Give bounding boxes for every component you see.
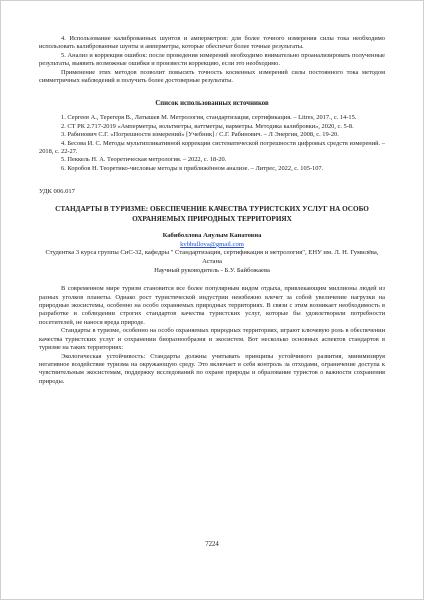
intro-paragraph-1: 4. Использование калиброванных шунтов и амперметров: для более точного измерения силы тока необходимо использовать калиброванные шунты и амперметры, которые обеспечат более точные результаты.: [39, 35, 385, 51]
udk-code: УДК 006.017: [39, 188, 75, 196]
body-paragraph-2: Стандарты в туризме, особенно на особо охраняемых природных территориях, играют ключевую роль в обеспечении качества туристских услуг и сохранении биоразнообразия и экосистем. Вот несколько основных аспектов стандартов в туризме на таких территориях:: [39, 327, 385, 352]
reference-item-1: 1. Сергеев А., Терегеря В., Латышев М. Метрология, стандартизация, сертификация. – Litres, 2017., с. 14-15.: [61, 114, 357, 122]
reference-item-4: 4. Бесова И. С. Методы мультипликативной коррекции систематической погрешности цифровых средств измерений. – 2018, с. 22-27.: [39, 139, 385, 156]
article-title: СТАНДАРТЫ В ТУРИЗМЕ: ОБЕСПЕЧЕНИЕ КАЧЕСТВА ТУРИСТСКИХ УСЛУГ НА ОСОБО ОХРАНЯЕМЫХ ПРИРОДНЫХ ТЕРРИТОРИЯХ: [55, 205, 369, 224]
supervisor: Научный руководитель - Б.У. Байбожаева: [154, 266, 270, 274]
reference-item-2: 2. СТ РК 2.717-2019 «Амперметры, вольтметры, ваттметры, варметры. Методика калибровки», 2020, с. 5-8.: [61, 122, 354, 130]
reference-item-3: 3. Рабинович С.Г. «Погрешности измерений» [Учебник] / С.Г. Рабинович. – Л Энергия, 2008, с. 19-20.: [61, 131, 339, 139]
body-paragraph-1: В современном мире туризм становится все более популярным видом отдыха, привлекающим миллионы людей из разных уголков планеты. Однако рост туристической индустрии неизбежно влечет за собой увеличение нагрузки на природные экосистемы, особенно на особо охраняемых природных территориях. В связи с этим возникает необходимость в разработке и соблюдении строгих стандартов качества туристских услуг, которые бы удовлетворяли потребности посетителей, не нанося вреда природе.: [39, 285, 385, 326]
author-affiliation: Студентка 3 курса группы СиС-32, кафедры " Стандартизация, сертификация и метрология", ЕНУ им. Л. Н. Гумилёва, Астана: [45, 249, 379, 266]
author-name: Кабиболлова Аяулым Канатовна: [162, 232, 262, 240]
reference-item-5: 5. Пеккель Н. А. Теоретическая метрология. – 2022, с. 18-20.: [61, 156, 227, 164]
author-email-link[interactable]: kvbbullova@gmail.com: [180, 240, 244, 248]
intro-paragraph-2: 5. Анализ и коррекция ошибок: после проведения измерений необходимо внимательно проанализировать полученные результаты, выявить возможные ошибки и произвести коррекцию, если это необходимо.: [39, 51, 385, 68]
references-heading: Список использованных источников: [155, 100, 269, 108]
reference-item-6: 6. Коробов Н. Теоретико-числовые методы в приближённом анализе. – Литрес, 2022, с. 105-107.: [61, 164, 324, 172]
page-number: 7224: [205, 541, 219, 548]
intro-paragraph-3: Применение этих методов позволит повысить точность косвенных измерений силы постоянного тока методом симметричных наблюдений и получить более достоверные результаты.: [39, 68, 385, 85]
author-email-line: [39, 241, 385, 250]
body-paragraph-3: Экологическая устойчивость: Стандарты должны учитывать принципы устойчивого развития, минимизируя негативное воздействие туризма на окружающую среду. Это включает в себя контроль за отходами, ограничение доступа к чувствительным экосистемам, поддержку исследований по охране природы и образование туристов о важности сохранения природы.: [39, 352, 385, 385]
